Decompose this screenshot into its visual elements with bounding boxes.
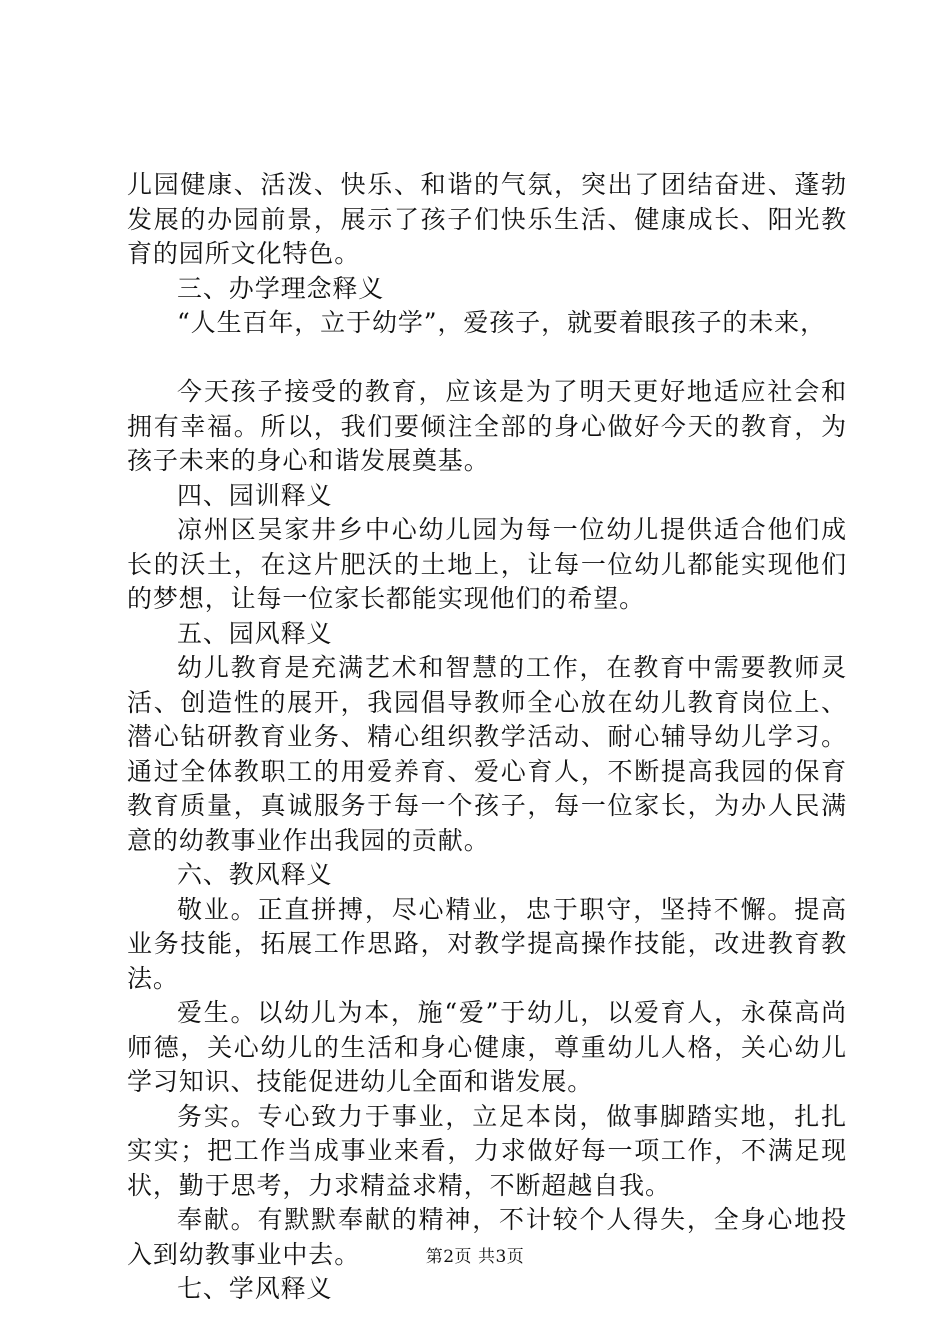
paragraph-continuation: 儿园健康、活泼、快乐、和谐的气氛，突出了团结奋进、蓬勃发展的办园前景，展示了孩子们快乐生活、健康成长、阳光教育的园所文化特色。 <box>127 170 847 268</box>
paragraph-dedication: 敬业。正直拼搏，尽心精业，忠于职守，坚持不懈。提高业务技能，拓展工作思路，对教学提高操作技能，改进教育教法。 <box>127 894 847 993</box>
paragraph-pragmatism: 务实。专心致力于事业，立足本岗，做事脚踏实地，扎扎实实；把工作当成事业来看，力求做好每一项工作，不满足现状，勤于思考，力求精益求精，不断超越自我。 <box>127 1101 847 1200</box>
section-heading-study-style: 七、学风释义 <box>177 1274 333 1303</box>
section-heading-school-motto: 四、园训释义 <box>177 480 333 510</box>
paragraph-devotion: 奉献。有默默奉献的精神，不计较个人得失，全身心地投入到幼教事业中去。 <box>127 1205 847 1269</box>
section-heading-school-ethos: 五、园风释义 <box>177 618 333 648</box>
paragraph-philosophy-body: 今天孩子接受的教育，应该是为了明天更好地适应社会和拥有幸福。所以，我们要倾注全部的身心做好今天的教育，为孩子未来的身心和谐发展奠基。 <box>127 377 847 475</box>
document-body <box>127 168 847 1307</box>
page-number-indicator: 第2页 共3页 <box>425 1247 525 1267</box>
paragraph-philosophy-quote: “人生百年，立于幼学”，爱孩子，就要着眼孩子的未来， <box>177 308 826 337</box>
paragraph-school-ethos: 幼儿教育是充满艺术和智慧的工作，在教育中需要教师灵活、创造性的展开，我园倡导教师全心放在幼儿教育岗位上、潜心钻研教育业务、精心组织教学活动、耐心辅导幼儿学习。通过全体教职工的用爱养育、爱心育人，不断提高我园的保育教育质量，真诚服务于每一个孩子，每一位家长，为办人民满意的幼教事业作出我园的贡献。 <box>127 653 847 855</box>
section-heading-teaching-style: 六、教风释义 <box>177 860 333 889</box>
page-footer <box>0 1242 950 1267</box>
paragraph-love-students: 爱生。以幼儿为本，施“爱”于幼儿，以爱育人，永葆高尚师德，关心幼儿的生活和身心健康，尊重幼儿人格，关心幼儿学习知识、技能促进幼儿全面和谐发展。 <box>127 998 847 1096</box>
paragraph-school-motto: 凉州区吴家井乡中心幼儿园为每一位幼儿提供适合他们成长的沃土，在这片肥沃的土地上，让每一位幼儿都能实现他们的梦想，让每一位家长都能实现他们的希望。 <box>127 515 847 613</box>
section-heading-school-philosophy: 三、办学理念释义 <box>177 273 385 303</box>
